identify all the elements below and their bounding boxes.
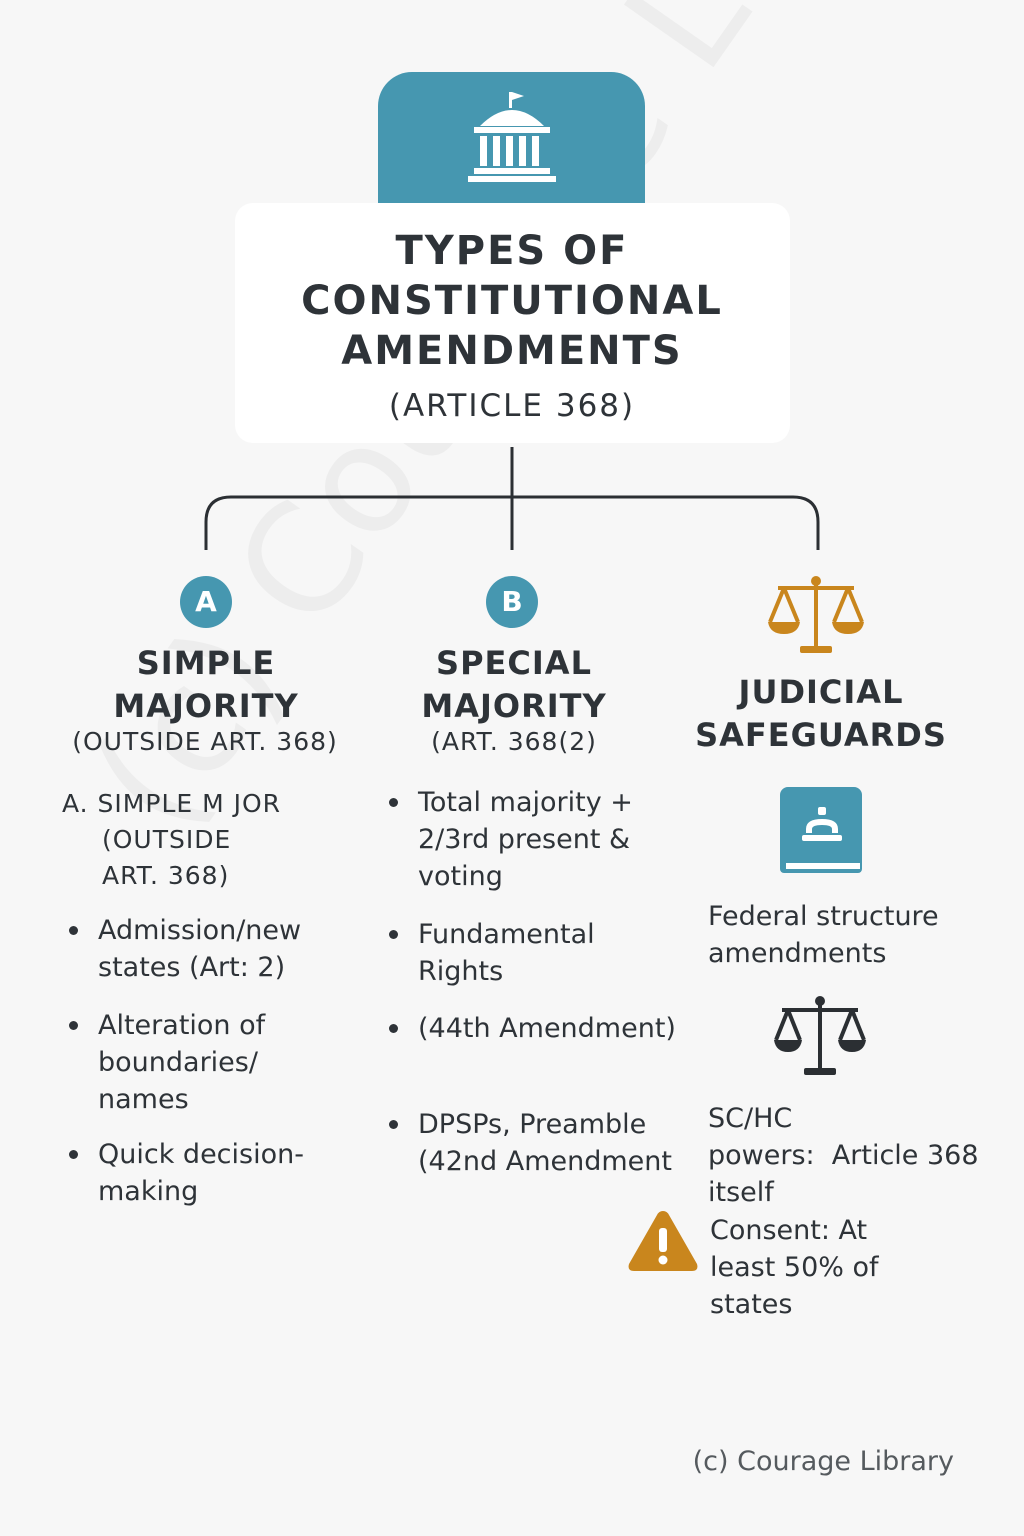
column-a-sub-label — [62, 786, 362, 894]
column-c-heading — [676, 671, 966, 757]
badge-a: A — [180, 576, 232, 628]
judicial-item-text: SC/HC powers: Article 368 itself — [708, 1103, 979, 1208]
heading-line: SAFEGUARDS — [695, 716, 947, 754]
list-item: Alteration of boundaries/ names — [66, 1007, 356, 1118]
sub-label-line: (OUTSIDE — [102, 825, 232, 854]
warning-icon — [626, 1208, 700, 1274]
judicial-item-text: Consent: At least 50% of states — [710, 1215, 879, 1320]
copyright: (c) Courage Library — [692, 1446, 954, 1477]
column-a-heading — [56, 642, 356, 728]
sub-label-line: ART. 368) — [102, 861, 230, 890]
title-line: TYPES OF — [395, 228, 629, 274]
title-line: AMENDMENTS — [341, 328, 683, 374]
list-item: Fundamental Rights — [386, 916, 676, 990]
column-b-subheading: (ART. 368(2) — [431, 727, 597, 756]
heading-line: SIMPLE — [136, 644, 276, 682]
scales-of-justice-icon — [764, 574, 868, 658]
judicial-item-text: Federal structure amendments — [708, 901, 939, 969]
list-item: Quick decision-making — [66, 1136, 356, 1210]
constitution-book-icon — [778, 785, 866, 879]
list-item: Total majority + 2/3rd present & voting — [386, 784, 676, 895]
page-subtitle: (ARTICLE 368) — [388, 388, 636, 424]
balance-scale-icon — [772, 994, 868, 1078]
heading-line: MAJORITY — [421, 687, 607, 725]
heading-line: MAJORITY — [113, 687, 299, 725]
heading-line: SPECIAL — [436, 644, 592, 682]
list-item: Admission/new states (Art: 2) — [66, 912, 356, 986]
sub-label-line: A. SIMPLE M JOR — [62, 789, 282, 818]
title-line: CONSTITUTIONAL — [301, 278, 723, 324]
list-item: DPSPs, Preamble (42nd Amendment — [386, 1106, 676, 1180]
heading-line: JUDICIAL — [738, 673, 904, 711]
column-b-heading — [364, 642, 664, 728]
list-item: (44th Amendment) — [386, 1010, 676, 1047]
column-a-subheading: (OUTSIDE ART. 368) — [72, 727, 338, 756]
tree-connector — [0, 0, 1024, 600]
badge-b: B — [486, 576, 538, 628]
